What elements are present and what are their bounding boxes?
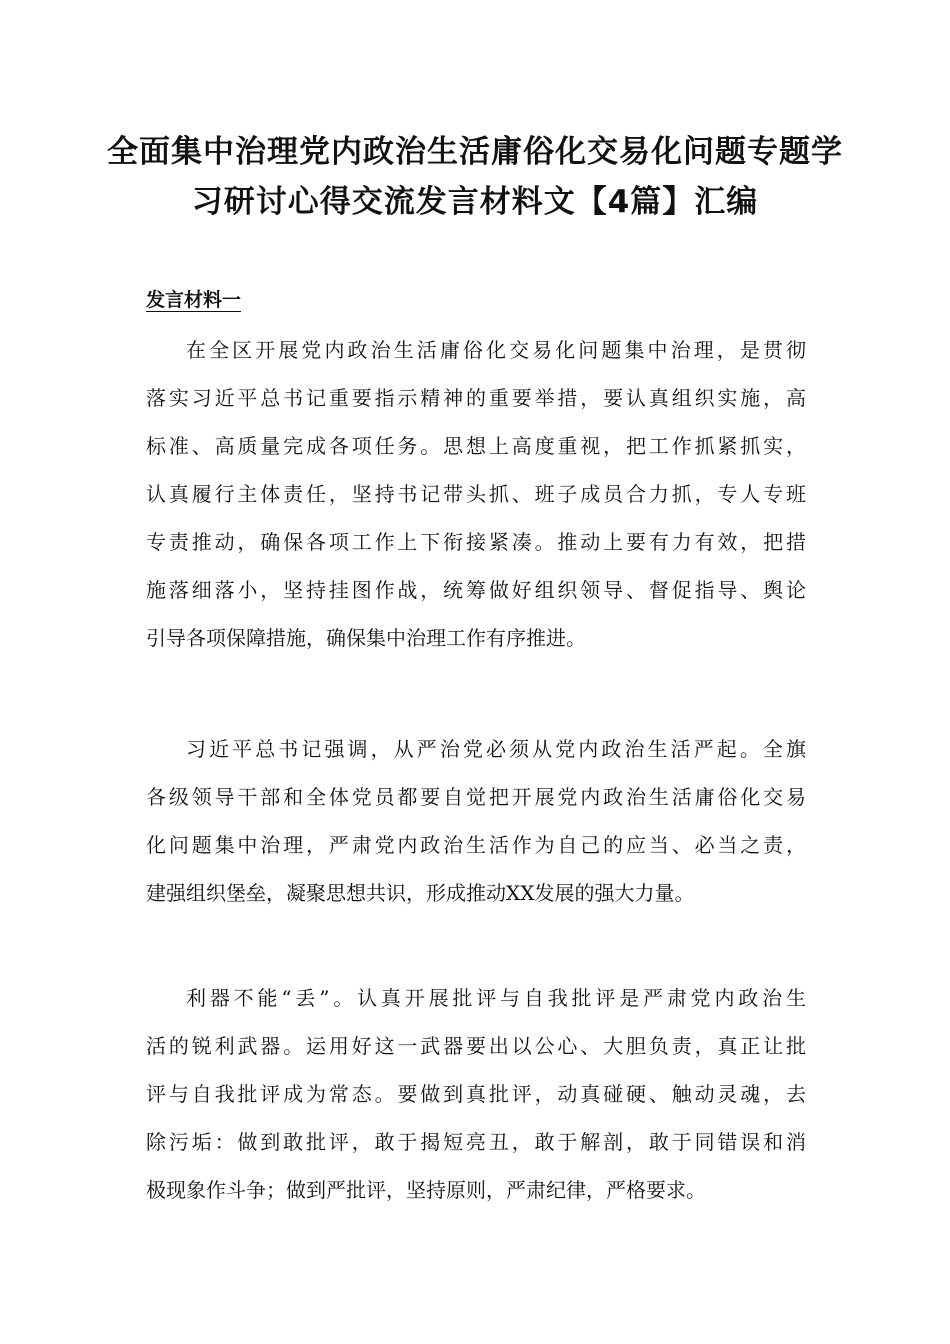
paragraph-3 (146, 974, 806, 1214)
paragraph-line: 各级领导干部和全体党员都要自觉把开展党内政治生活庸俗化交易 (146, 785, 806, 809)
paragraph-2 (146, 725, 806, 917)
paragraph-line: 认真履行主体责任，坚持书记带头抓、班子成员合力抓，专人专班 (146, 482, 806, 506)
paragraph-line: 建强组织堡垒，凝聚思想共识，形成推动XX发展的强大力量。 (146, 881, 695, 905)
document-title-line-1: 全面集中治理党内政治生活庸俗化交易化问题专题学 (107, 134, 843, 170)
document-title-line-2: 习研讨心得交流发言材料文【4篇】汇编 (191, 184, 759, 220)
paragraph-line: 利器不能“丢”。认真开展批评与自我批评是严肃党内政治生 (186, 986, 806, 1010)
paragraph-line: 评与自我批评成为常态。要做到真批评，动真碰硬、触动灵魂，去 (146, 1082, 806, 1106)
paragraph-line: 专责推动，确保各项工作上下衔接紧凑。推动上要有力有效，把措 (146, 530, 806, 554)
paragraph-line: 标准、高质量完成各项任务。思想上高度重视，把工作抓紧抓实， (146, 434, 806, 458)
paragraph-line: 施落细落小，坚持挂图作战，统筹做好组织领导、督促指导、舆论 (146, 578, 806, 602)
paragraph-line: 除污垢：做到敢批评，敢于揭短亮丑，敢于解剖，敢于同错误和消 (146, 1130, 806, 1154)
paragraph-1 (146, 326, 806, 662)
paragraph-line: 在全区开展党内政治生活庸俗化交易化问题集中治理，是贯彻 (186, 338, 806, 362)
paragraph-line: 习近平总书记强调，从严治党必须从党内政治生活严起。全旗 (186, 737, 806, 761)
paragraph-line: 化问题集中治理，严肃党内政治生活作为自己的应当、必当之责， (146, 833, 806, 857)
paragraph-line: 极现象作斗争；做到严批评，坚持原则，严肃纪律，严格要求。 (146, 1178, 706, 1202)
paragraph-line: 引导各项保障措施，确保集中治理工作有序推进。 (146, 626, 586, 650)
paragraph-line: 落实习近平总书记重要指示精神的重要举措，要认真组织实施，高 (146, 386, 806, 410)
section-heading: 发言材料一 (146, 289, 242, 311)
paragraph-line: 活的锐利武器。运用好这一武器要出以公心、大胆负责，真正让批 (146, 1034, 806, 1058)
